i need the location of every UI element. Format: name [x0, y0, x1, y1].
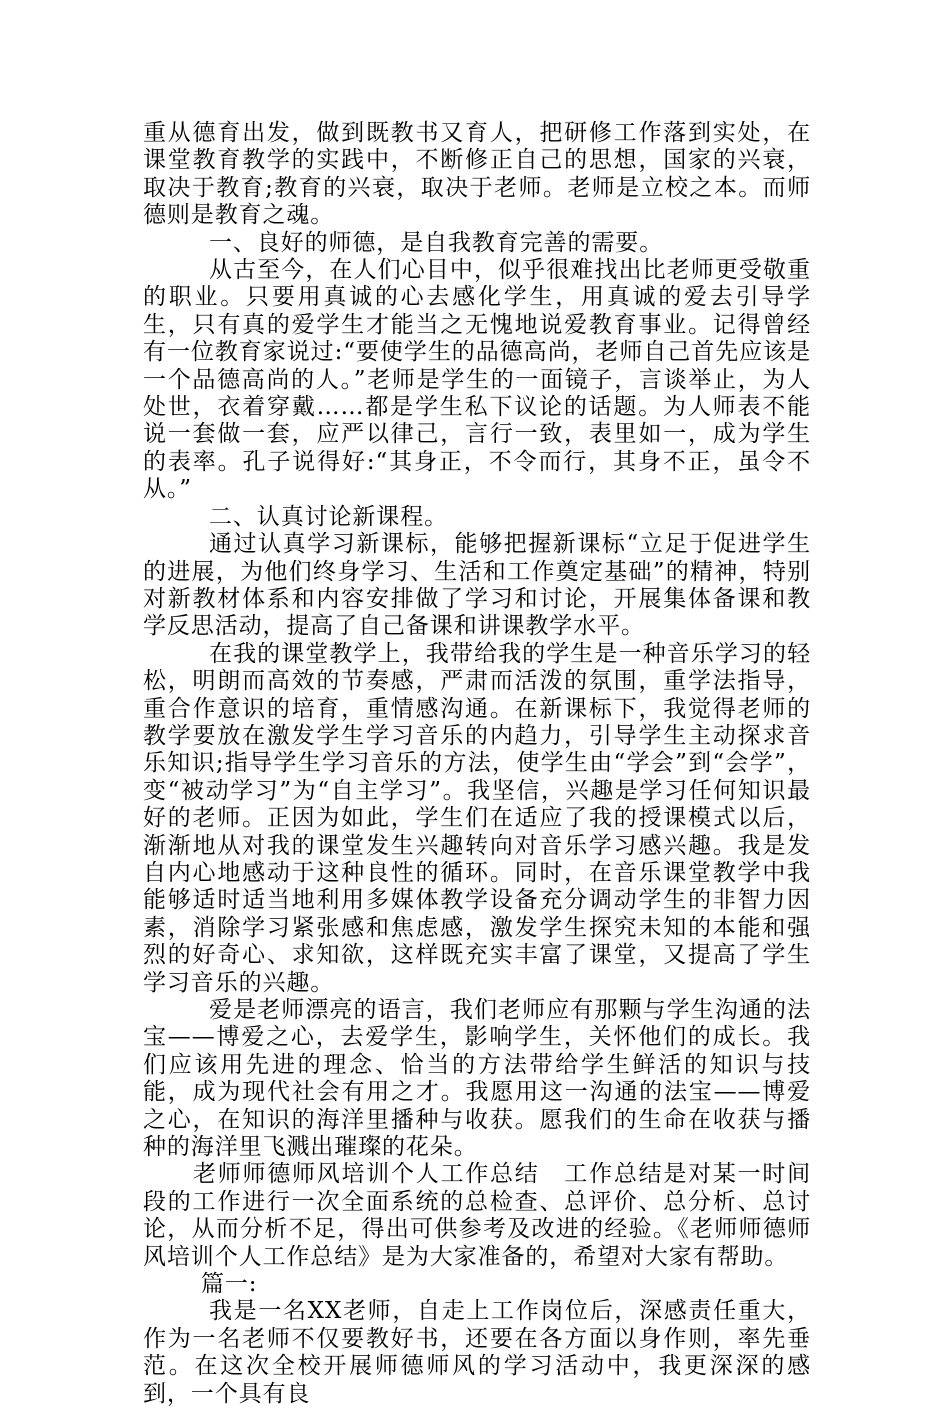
paragraph-new-curriculum: 通过认真学习新课标，能够把握新课标“立足于促进学生的进展，为他们终身学习、生活和工作奠定基础”的精神，特别对新教材体系和内容安排做了学习和讨论，开展集体备课和教学反思活动，提高了自己备课和讲课教学水平。	[143, 531, 811, 640]
paragraph-chapter-one: 我是一名XX老师，自走上工作岗位后，深感责任重大，作为一名老师不仅要教好书，还要在各方面以身作则，率先垂范。在这次全校开展师德师风的学习活动中，我更深深的感到，一个具有良	[143, 1298, 811, 1407]
section-heading-2: 二、认真讨论新课程。	[209, 503, 448, 530]
document-body	[143, 120, 811, 1408]
paragraph-classroom-teaching: 在我的课堂教学上，我带给我的学生是一种音乐学习的轻松，明朗而高效的节奏感，严肃而活泼的氛围，重学法指导，重合作意识的培育，重情感沟通。在新课标下，我觉得老师的教学要放在激发学生学习音乐的内趋力，引导学生主动探求音乐知识;指导学生学习音乐的方法，使学生由“学会”到“会学”，变“被动学习”为“自主学习”。我坚信，兴趣是学习任何知识最好的老师。正因为如此，学生们在适应了我的授课模式以后，渐渐地从对我的课堂发生兴趣转向对音乐学习感兴趣。我是发自内心地感动于这种良性的循环。同时，在音乐课堂教学中我能够适时适当地利用多媒体教学设备充分调动学生的非智力因素，消除学习紧张感和焦虑感，激发学生探究未知的本能和强烈的好奇心、求知欲，这样既充实丰富了课堂，又提高了学生学习音乐的兴趣。	[143, 640, 811, 996]
section-heading-1: 一、良好的师德，是自我教育完善的需要。	[209, 229, 664, 256]
chapter-label: 篇一:	[201, 1271, 258, 1298]
paragraph-continuation: 重从德育出发，做到既教书又育人，把研修工作落到实处，在课堂教育教学的实践中，不断修正自己的思想，国家的兴衰，取决于教育;教育的兴衰，取决于老师。老师是立校之本。而师德则是教育之魂。	[143, 120, 811, 229]
paragraph-summary-intro: 老师师德师风培训个人工作总结 工作总结是对某一时间段的工作进行一次全面系统的总检查、总评价、总分析、总讨论，从而分析不足，得出可供参考及改进的经验。《老师师德师风培训个人工作总结》是为大家准备的，希望对大家有帮助。	[143, 1161, 811, 1270]
paragraph-teacher-ethics: 从古至今，在人们心目中，似乎很难找出比老师更受敬重的职业。只要用真诚的心去感化学生，用真诚的爱去引导学生，只有真的爱学生才能当之无愧地说爱教育事业。记得曾经有一位教育家说过:“要使学生的品德高尚，老师自己首先应该是一个品德高尚的人。”老师是学生的一面镜子，言谈举止，为人处世，衣着穿戴……都是学生私下议论的话题。为人师表不能说一套做一套，应严以律己，言行一致，表里如一，成为学生的表率。孔子说得好:“其身正，不令而行，其身不正，虽令不从。”	[143, 257, 811, 503]
paragraph-love: 爱是老师漂亮的语言，我们老师应有那颗与学生沟通的法宝——博爱之心，去爱学生，影响学生，关怀他们的成长。我们应该用先进的理念、恰当的方法带给学生鲜活的知识与技能，成为现代社会有用之才。我愿用这一沟通的法宝——博爱之心，在知识的海洋里播种与收获。愿我们的生命在收获与播种的海洋里飞溅出璀璨的花朵。	[143, 997, 811, 1161]
